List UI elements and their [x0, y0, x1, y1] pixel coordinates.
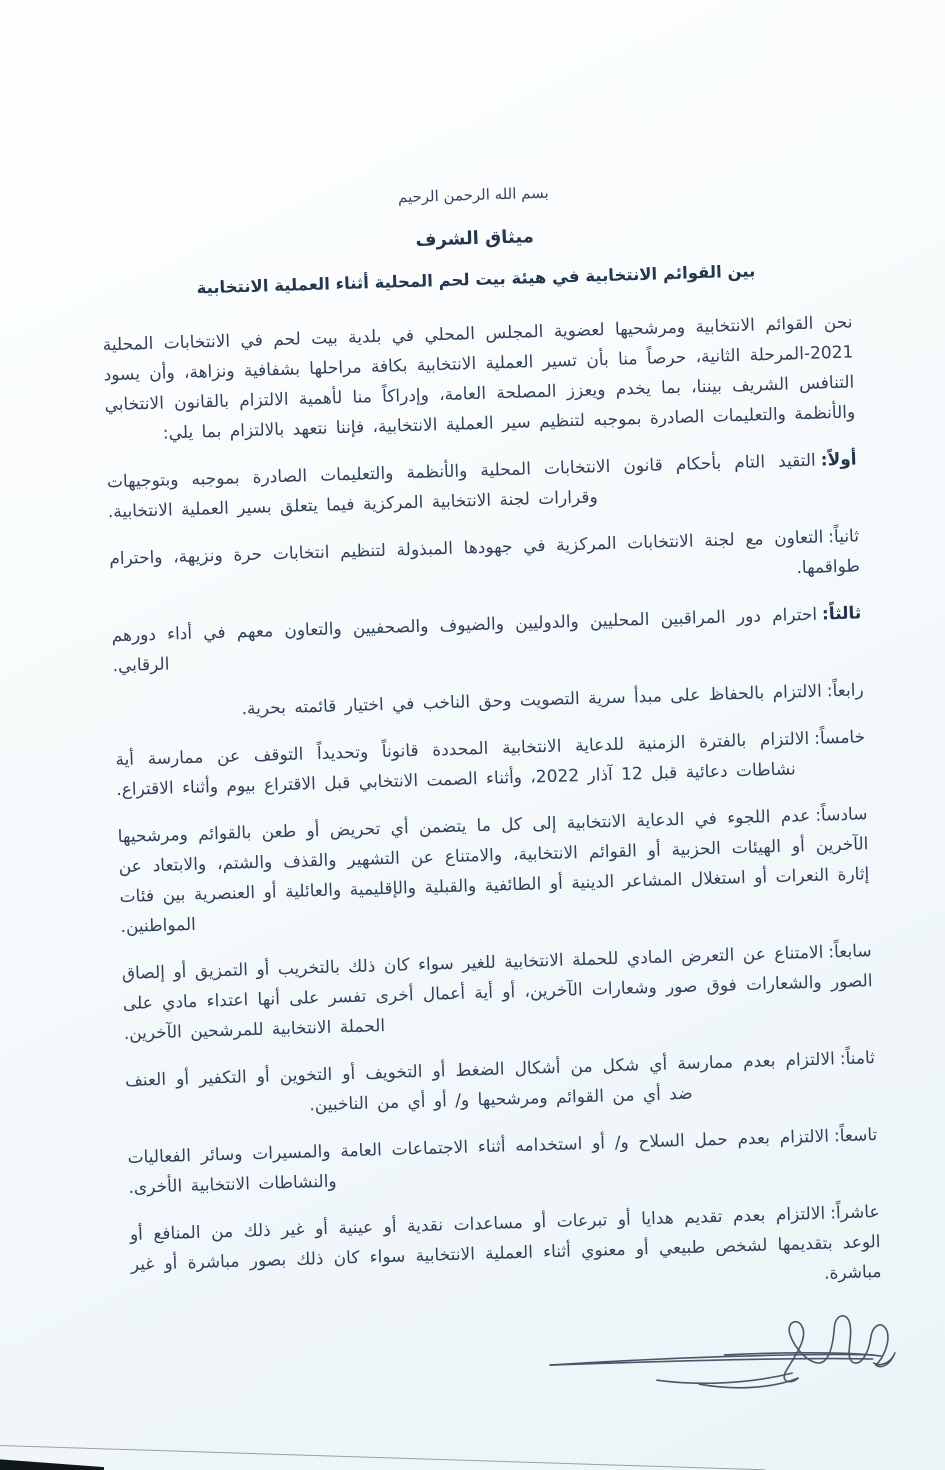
clause-text: الالتزام بعدم ممارسة أي شكل من أشكال الضغط أو التخويف أو التخوين أو التكفير أو العنف ضد أي من القوائم ومرشحيها و/ أو أي من الناخبين.	[124, 1049, 836, 1116]
clause-paragraph-3	[111, 598, 862, 681]
clause-lead: عاشراً:	[829, 1202, 880, 1224]
clause-paragraph-8	[125, 1043, 876, 1126]
clause-lead: ثالثاً:	[821, 603, 862, 625]
intro-text: نحن القوائم الانتخابية ومرشحيها لعضوية المجلس المحلي في بلدية بيت لحم في الانتخابات المحلية 2021-المرحلة الثانية، حرصاً منا بأن تسير العملية الانتخابية بكافة مراحلها بشفافية ونزاهة، وأن يسود التنافس الشريف بيننا، بما يخدم ويعزز المصلحة العامة، وإدراكاً منا لأهمية الالتزام بالقانون الانتخابي والأنظمة والتعليمات الصادرة بموجبه لتنظيم سير العملية الانتخابية، فإننا نتعهد بالالتزام بما يلي:	[102, 312, 856, 444]
document-content	[98, 173, 882, 1310]
basmala-line: بسم الله الرحمن الرحيم	[397, 183, 549, 207]
clause-lead: سابعاً:	[828, 941, 872, 963]
clause-lead: خامساً:	[813, 727, 866, 749]
clause-lead: رابعاً:	[826, 680, 864, 702]
clause-paragraph-9	[127, 1120, 878, 1203]
clause-lead: أولاً:	[820, 449, 857, 471]
clause-paragraph-7	[122, 936, 874, 1049]
clause-lead: ثانياً:	[827, 526, 860, 548]
intro-paragraph	[102, 307, 855, 450]
clause-paragraph-2	[109, 521, 860, 604]
clause-lead: سادساً:	[814, 804, 868, 826]
clause-lead: تاسعاً:	[833, 1125, 878, 1147]
document-subtitle: بين القوائم الانتخابية في هيئة بيت لحم المحلية أثناء العملية الانتخابية	[196, 261, 756, 298]
handwritten-signature	[538, 1308, 906, 1410]
clause-paragraph-5	[115, 722, 866, 805]
clause-text: التعاون مع لجنة الانتخابات المركزية في جهودها المبذولة لتنظيم انتخابات حرة ونزيهة، واحترام طواقمها.	[108, 527, 861, 579]
document-title: ميثاق الشرف	[415, 226, 535, 251]
clause-lead: ثامناً:	[839, 1048, 876, 1070]
clause-text: الامتناع عن التعرض المادي للحملة الانتخابية للغير سواء كان ذلك بالتخريب أو التمزيق أو إلصاق الصور والشعارات فوق صور وشعارات الآخرين، أو أية أعمال أخرى تفسر على أنها اعتداء مادي على الحملة الانتخابية للمرشحين الآخرين.	[121, 942, 873, 1045]
paper-edge-line	[0, 1445, 766, 1470]
clause-text: الالتزام بالحفاظ على مبدأ سرية التصويت وحق الناخب في اختيار قائمته بحرية.	[241, 681, 823, 720]
scanner-background-edge	[0, 1457, 104, 1470]
clause-text: التقيد التام بأحكام قانون الانتخابات المحلية والأنظمة والتعليمات الصادرة بموجبه وبتوجيهات وقرارات لجنة الانتخابية المركزية فيما يتعلق بسير العملية الانتخابية.	[106, 450, 817, 523]
clause-paragraph-10	[129, 1197, 881, 1310]
clause-text: الالتزام بعدم تقديم هدايا أو تبرعات أو مساعدات نقدية أو عينية أو غير ذلك من المنافع أو الوعد بتقديمها لشخص طبيعي أو معنوي أثناء العملية الانتخابية سواء كان ذلك بصور مباشرة أو غير مباشرة.	[129, 1203, 882, 1284]
clause-paragraph-1	[106, 444, 857, 527]
clause-text: الالتزام بعدم حمل السلاح و/ أو استخدامه أثناء الاجتماعات العامة والمسيرات وسائر الفعاليات والنشاطات الانتخابية الأخرى.	[127, 1126, 830, 1198]
clause-text: احترام دور المراقبين المحليين والدوليين والضيوف والصحفيين والتعاون معهم في أداء دورهم الرقابي.	[111, 604, 818, 677]
clause-text: الالتزام بالفترة الزمنية للدعاية الانتخابية المحددة قانوناً وتحديداً التوقف عن ممارسة أية نشاطات دعائية قبل 12 آذار 2022، وأثناء الصمت الانتخابي قبل الاقتراع بيوم وأثناء الاقتراع.	[115, 728, 810, 801]
clause-paragraph-4	[114, 675, 865, 728]
clause-text: عدم اللجوء في الدعاية الانتخابية إلى كل ما يتضمن أي تحريض أو طعن بالقوائم ومرشحيها الآخرين أو الهيئات الحزبية أو القوائم الانتخابية، والامتناع عن التشهير والقذف والشتم، والابتعاد عن إثارة النعرات أو استغلال المشاعر الدينية أو الطائفية والقبلية والإقليمية والعائلية أو العنصرية بين فئات المواطنين.	[117, 805, 870, 938]
clause-paragraph-6	[117, 799, 870, 942]
